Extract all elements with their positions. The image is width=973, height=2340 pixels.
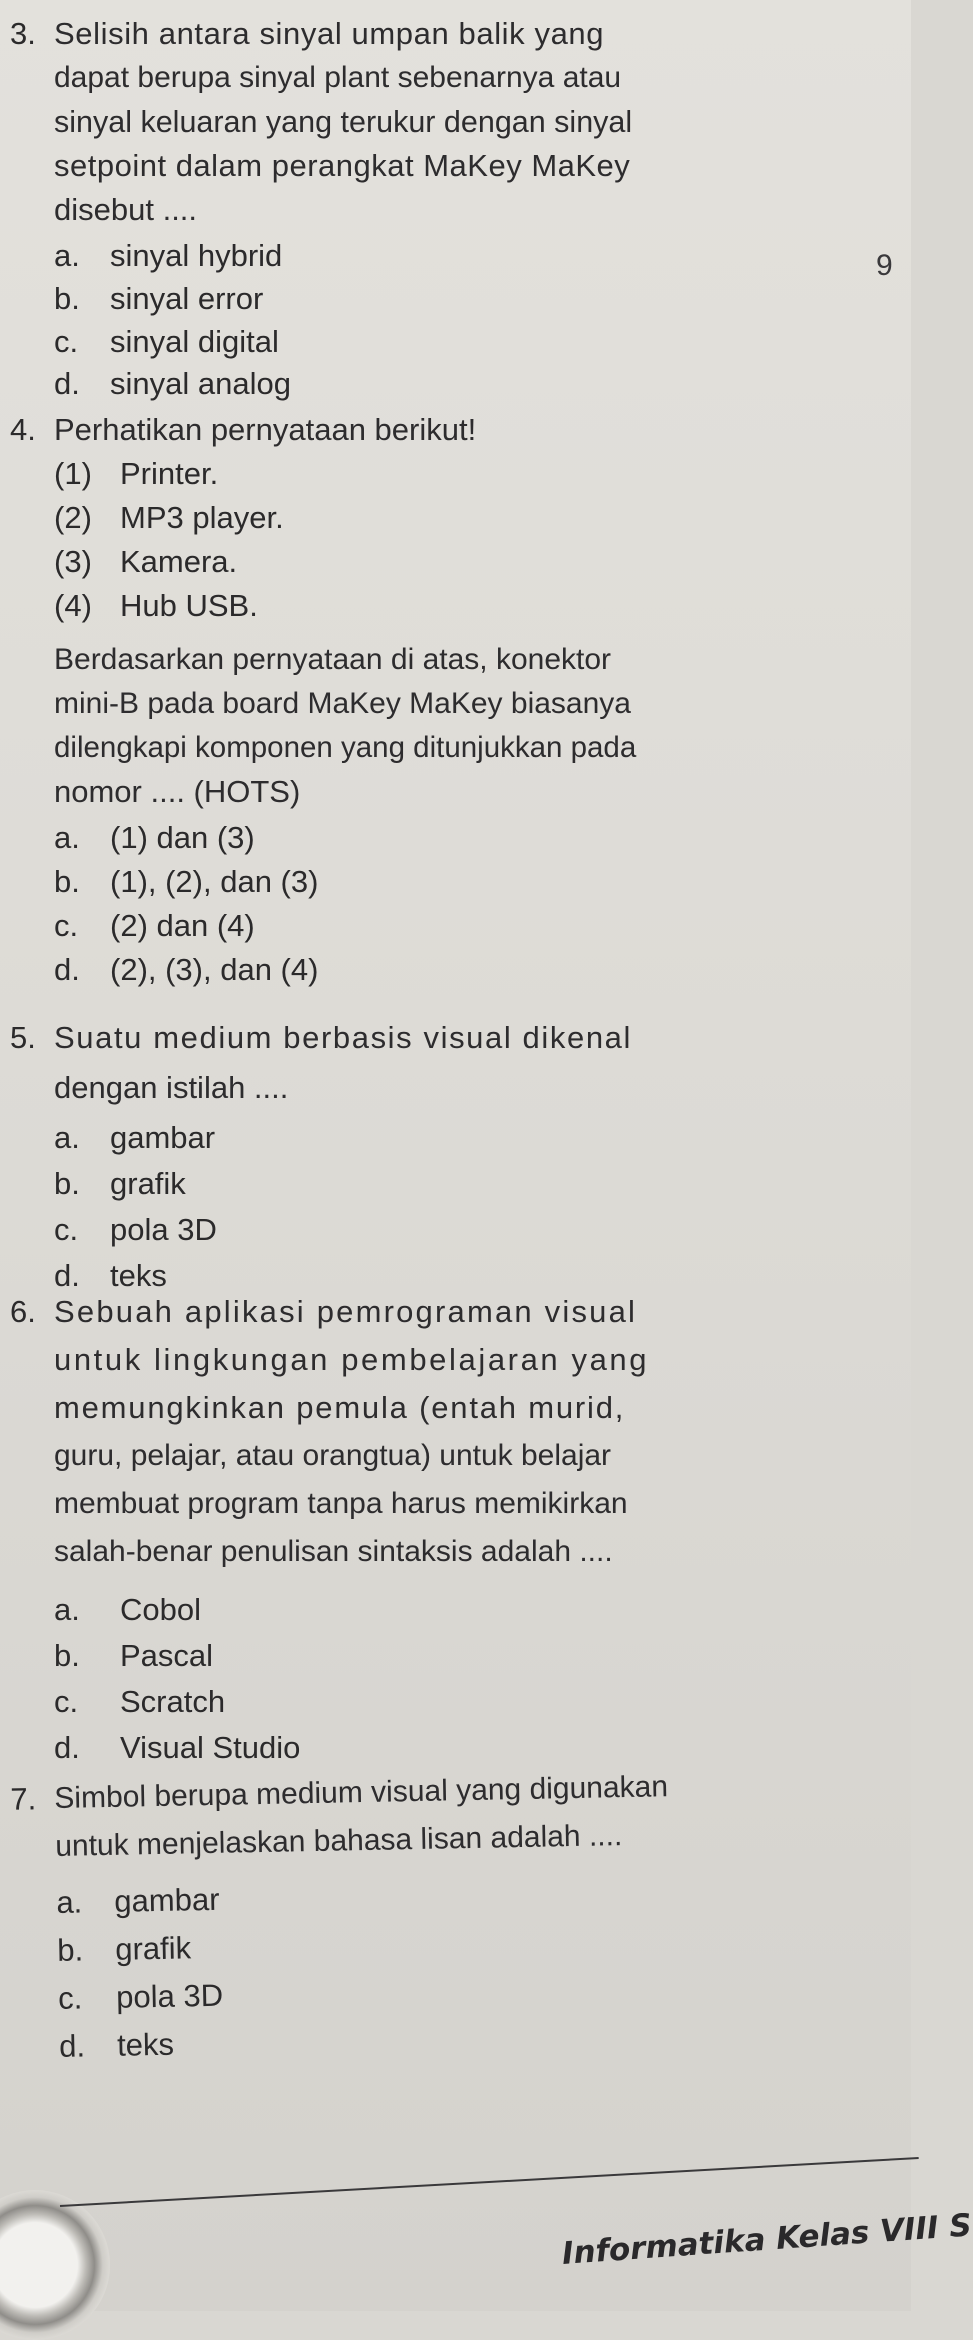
question-stem-line: dapat berupa sinyal plant sebenarnya atau: [54, 61, 622, 94]
option-letter: d.: [54, 1730, 80, 1765]
option-text: pola 3D: [110, 1212, 217, 1247]
option-letter: b.: [54, 864, 80, 899]
option-letter: a.: [54, 820, 80, 855]
option-text: (1), (2), dan (3): [110, 864, 319, 899]
question-stem-line: Sebuah aplikasi pemrograman visual: [54, 1294, 638, 1329]
option-letter: a.: [54, 1592, 80, 1627]
option-text: teks: [116, 2026, 175, 2063]
question-stem-line: untuk lingkungan pembelajaran yang: [54, 1342, 650, 1377]
option-text: Scratch: [120, 1684, 226, 1719]
question-stem-line: untuk menjelaskan bahasa lisan adalah ....: [54, 1819, 623, 1863]
option-text: gambar: [110, 1120, 216, 1155]
option-letter: d.: [54, 952, 80, 987]
option-text: sinyal analog: [110, 366, 291, 401]
question-stem-line: Selisih antara sinyal umpan balik yang: [54, 16, 605, 51]
list-item-text: Hub USB.: [120, 588, 258, 623]
question-stem-line: Simbol berupa medium visual yang digunakan: [54, 1770, 669, 1815]
question-stem-line: Berdasarkan pernyataan di atas, konektor: [54, 643, 612, 676]
option-letter: b.: [56, 1932, 84, 1968]
question-stem-line: mini-B pada board MaKey MaKey biasanya: [54, 687, 631, 720]
question-number: 6.: [10, 1294, 36, 1329]
option-text: pola 3D: [115, 1977, 224, 2015]
question-number: 3.: [10, 16, 36, 51]
question-stem-line: setpoint dalam perangkat MaKey MaKey: [54, 148, 631, 183]
footer-title: Informatika Kelas VIII S: [560, 2207, 973, 2272]
option-text: gambar: [114, 1881, 220, 1919]
option-letter: b.: [54, 1638, 80, 1673]
option-text: sinyal digital: [110, 324, 279, 359]
option-letter: b.: [54, 1166, 80, 1201]
question-stem-line: Suatu medium berbasis visual dikenal: [54, 1020, 632, 1055]
option-letter: d.: [58, 2028, 86, 2064]
option-text: grafik: [114, 1930, 192, 1967]
option-letter: c.: [54, 1684, 79, 1719]
question-stem-line: memungkinkan pemula (entah murid,: [54, 1390, 626, 1425]
list-item-text: Printer.: [120, 456, 219, 491]
option-text: Pascal: [120, 1638, 214, 1673]
question-number: 4.: [10, 412, 36, 447]
option-letter: a.: [54, 1120, 80, 1155]
option-letter: a.: [54, 238, 80, 273]
option-letter: c.: [54, 324, 79, 359]
handwritten-mark: 9: [876, 249, 893, 282]
list-item-number: (2): [54, 500, 92, 535]
option-text: sinyal error: [110, 281, 264, 316]
question-stem-line: guru, pelajar, atau orangtua) untuk belajar: [54, 1439, 612, 1472]
list-item-number: (4): [54, 588, 92, 623]
option-text: (2), (3), dan (4): [110, 952, 319, 987]
question-number: 7.: [10, 1781, 37, 1817]
list-item-text: Kamera.: [120, 544, 238, 579]
option-letter: b.: [54, 281, 80, 316]
question-stem-line: salah-benar penulisan sintaksis adalah ....: [54, 1535, 613, 1568]
question-stem-line: disebut ....: [54, 192, 198, 227]
footer-divider: [60, 2157, 919, 2207]
option-letter: c.: [57, 1980, 83, 2016]
option-text: sinyal hybrid: [110, 238, 283, 273]
question-stem-line: dilengkapi komponen yang ditunjukkan pada: [54, 731, 637, 764]
question-stem-line: dengan istilah ....: [54, 1070, 289, 1105]
list-item-number: (1): [54, 456, 92, 491]
option-letter: d.: [54, 366, 80, 401]
option-text: Cobol: [120, 1592, 201, 1627]
question-stem-line: Perhatikan pernyataan berikut!: [54, 412, 477, 447]
option-letter: d.: [54, 1258, 80, 1293]
option-letter: c.: [54, 908, 79, 943]
question-number: 5.: [10, 1020, 36, 1055]
question-stem-line: membuat program tanpa harus memikirkan: [54, 1487, 628, 1520]
question-stem-line: nomor .... (HOTS): [54, 774, 301, 809]
list-item-text: MP3 player.: [120, 500, 284, 535]
option-text: grafik: [110, 1166, 186, 1201]
option-letter: a.: [56, 1884, 83, 1920]
option-letter: c.: [54, 1212, 79, 1247]
list-item-number: (3): [54, 544, 92, 579]
option-text: (1) dan (3): [110, 820, 255, 855]
binder-ring: [0, 2190, 110, 2340]
question-stem-line: sinyal keluaran yang terukur dengan sinyal: [54, 105, 633, 139]
option-text: teks: [110, 1258, 167, 1293]
option-text: (2) dan (4): [110, 908, 255, 943]
option-text: Visual Studio: [120, 1730, 301, 1765]
